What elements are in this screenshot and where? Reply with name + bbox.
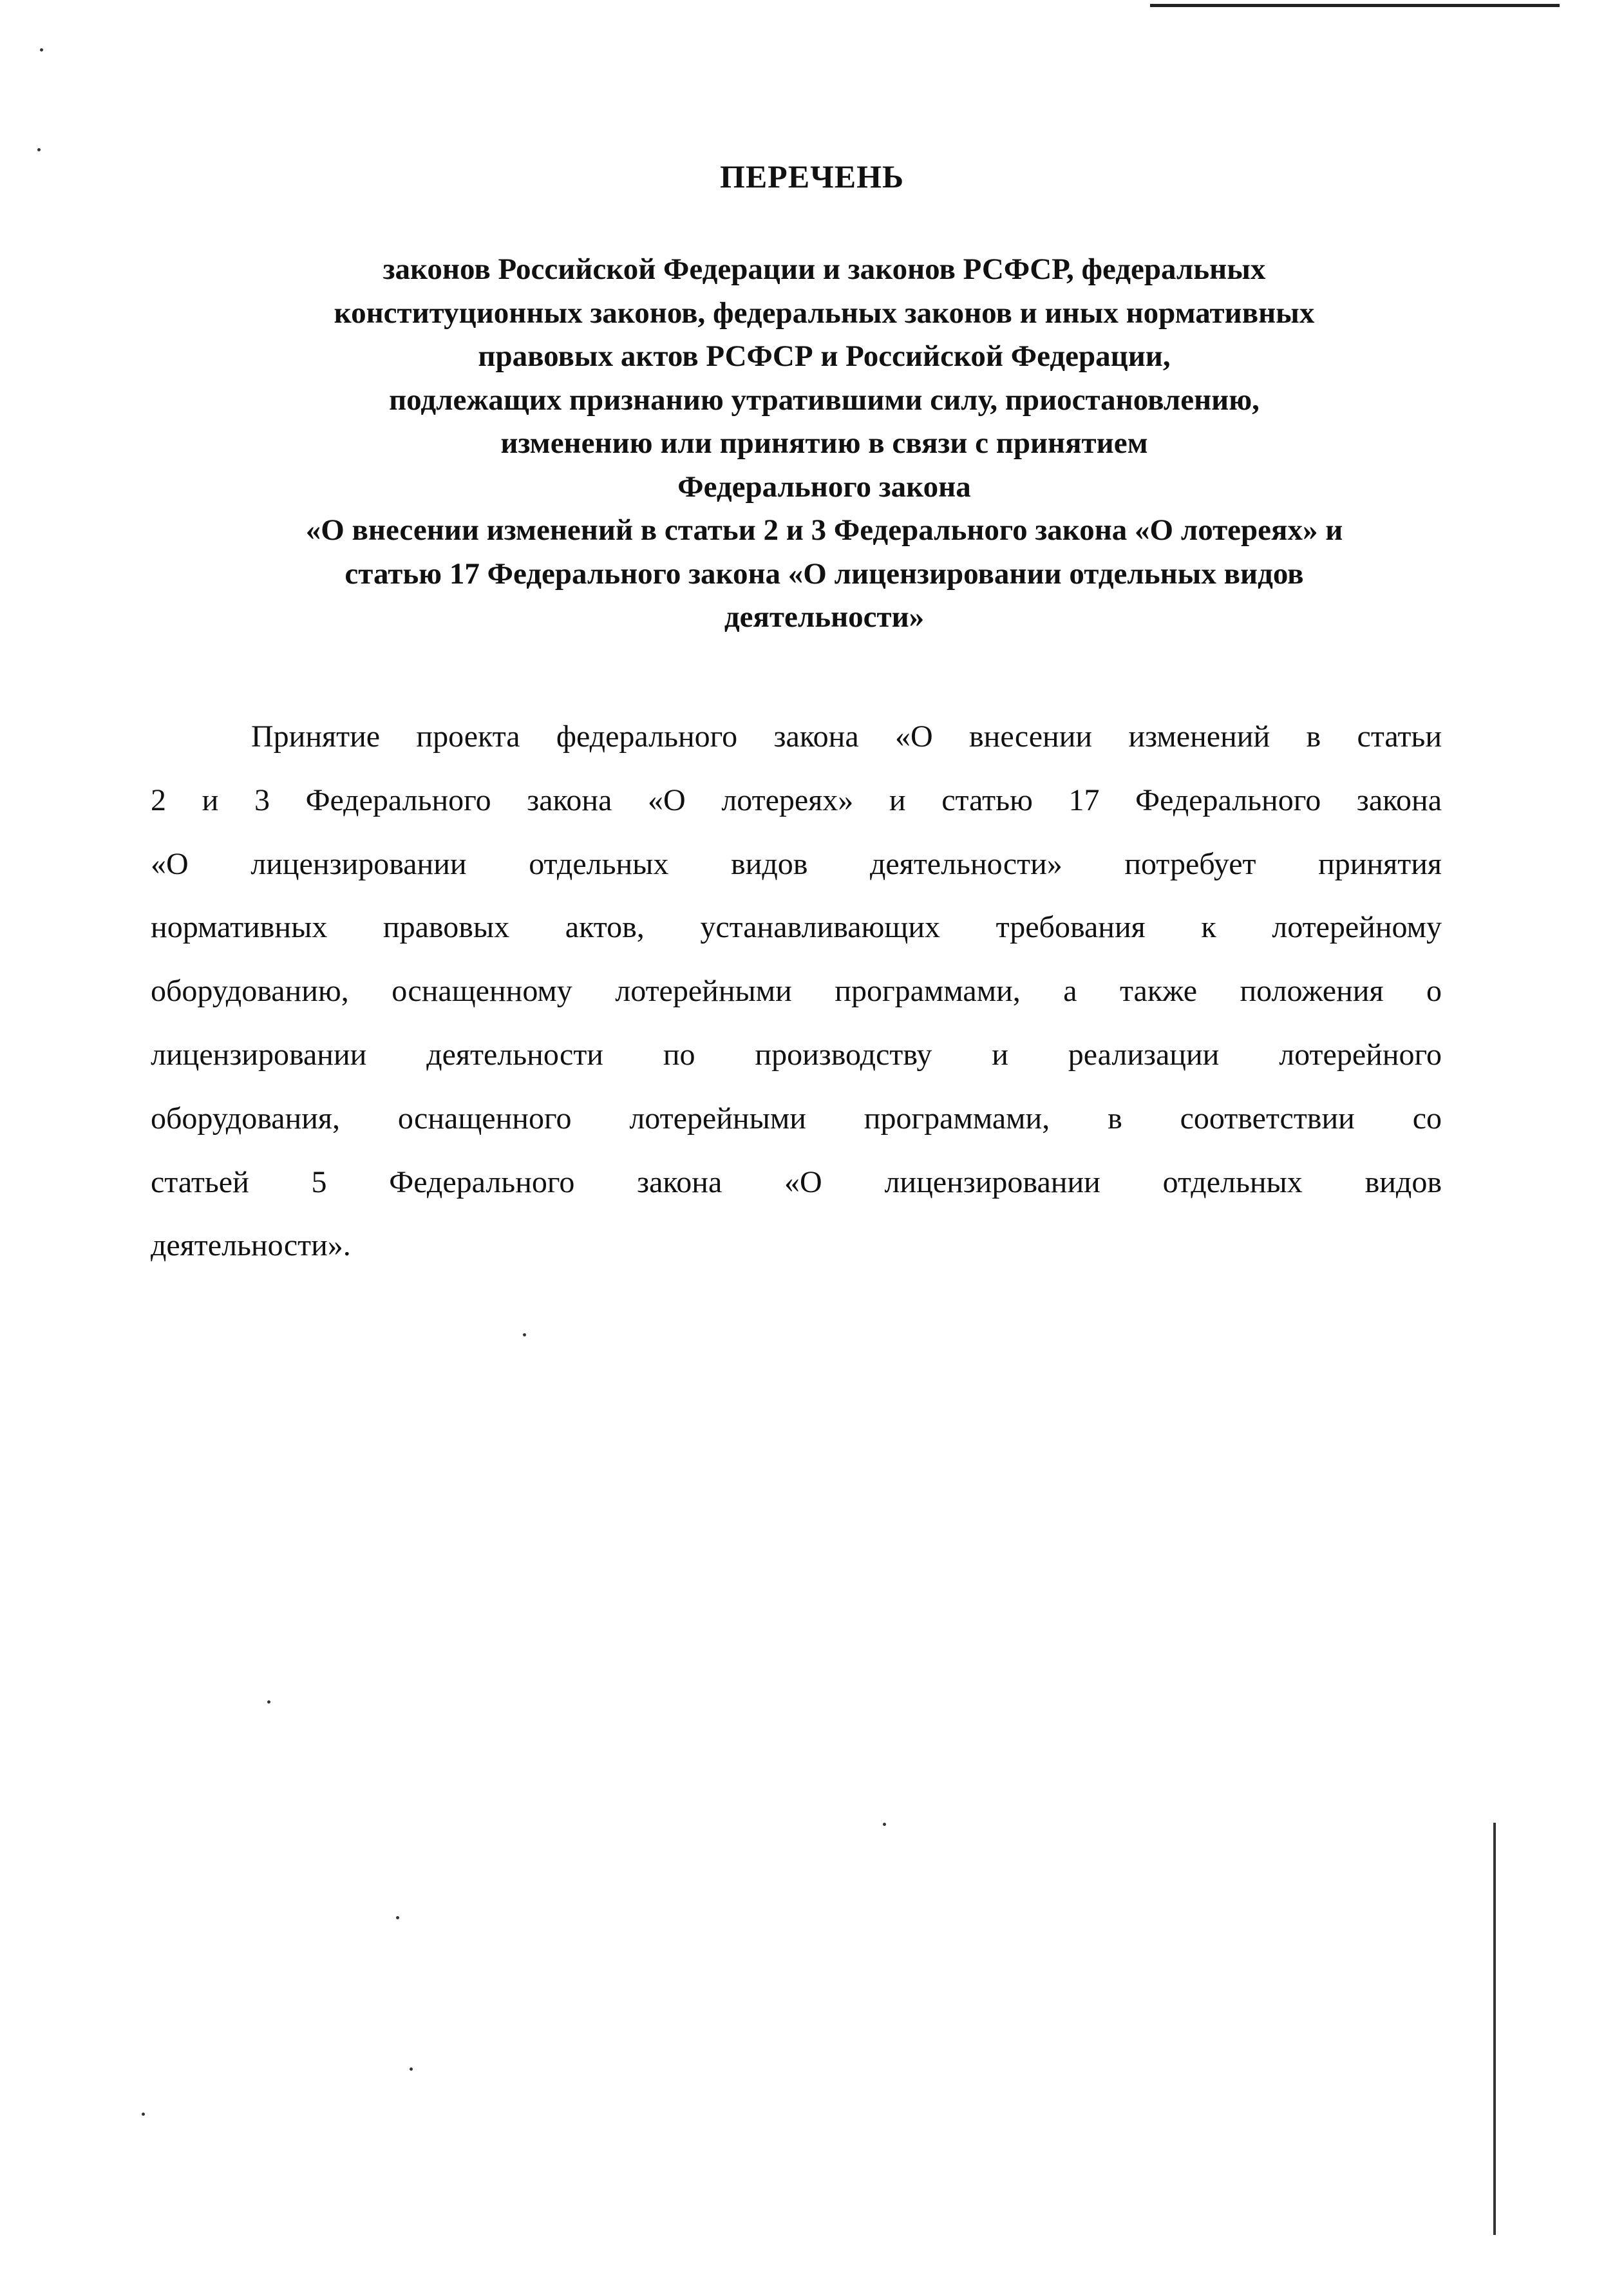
paragraph-line: Принятие проекта федерального закона «О внесении изменений в статьи (251, 719, 1442, 754)
document-subtitle (129, 248, 1520, 640)
scan-speck (40, 48, 43, 52)
subtitle-line: изменению или принятию в связи с принятием (500, 426, 1148, 460)
scan-speck (396, 1916, 399, 1919)
subtitle-line: правовых актов РСФСР и Российской Федерации, (478, 339, 1171, 373)
paragraph-line: нормативных правовых актов, устанавливающих требования к лотерейному (151, 910, 1442, 945)
subtitle-line: статью 17 Федерального закона «О лицензировании отдельных видов (345, 556, 1304, 591)
scan-speck (523, 1333, 526, 1336)
paragraph-line: оборудования, оснащенного лотерейными программами, в соответствии со (151, 1101, 1442, 1136)
subtitle-line: деятельности» (724, 600, 925, 634)
scan-speck (410, 2067, 413, 2071)
scan-edge-line (1150, 4, 1560, 7)
subtitle-line: конституционных законов, федеральных законов и иных нормативных (334, 296, 1315, 330)
scan-speck (37, 148, 41, 151)
paragraph-line: оборудованию, оснащенному лотерейными программами, а также положения о (151, 974, 1442, 1009)
paragraph-line: деятельности». (151, 1228, 351, 1263)
subtitle-line: «О внесении изменений в статьи 2 и 3 Федерального закона «О лотереях» и (305, 513, 1343, 547)
body-paragraph (151, 705, 1442, 1278)
subtitle-line: законов Российской Федерации и законов РСФСР, федеральных (382, 252, 1266, 286)
document-title: ПЕРЕЧЕНЬ (719, 158, 905, 195)
paragraph-line: лицензировании деятельности по производству и реализации лотерейного (151, 1037, 1442, 1072)
paragraph-line: 2 и 3 Федерального закона «О лотереях» и статью 17 Федерального закона (151, 783, 1442, 817)
scan-speck (883, 1823, 886, 1826)
paragraph-line: «О лицензировании отдельных видов деятельности» потребует принятия (151, 846, 1442, 881)
scan-speck (142, 2113, 145, 2116)
scan-margin-line (1493, 1823, 1496, 2235)
subtitle-line: подлежащих признанию утратившими силу, приостановлению, (389, 383, 1260, 417)
subtitle-line: Федерального закона (677, 470, 971, 504)
scan-speck (267, 1700, 270, 1704)
paragraph-line: статьей 5 Федерального закона «О лицензировании отдельных видов (151, 1164, 1442, 1199)
